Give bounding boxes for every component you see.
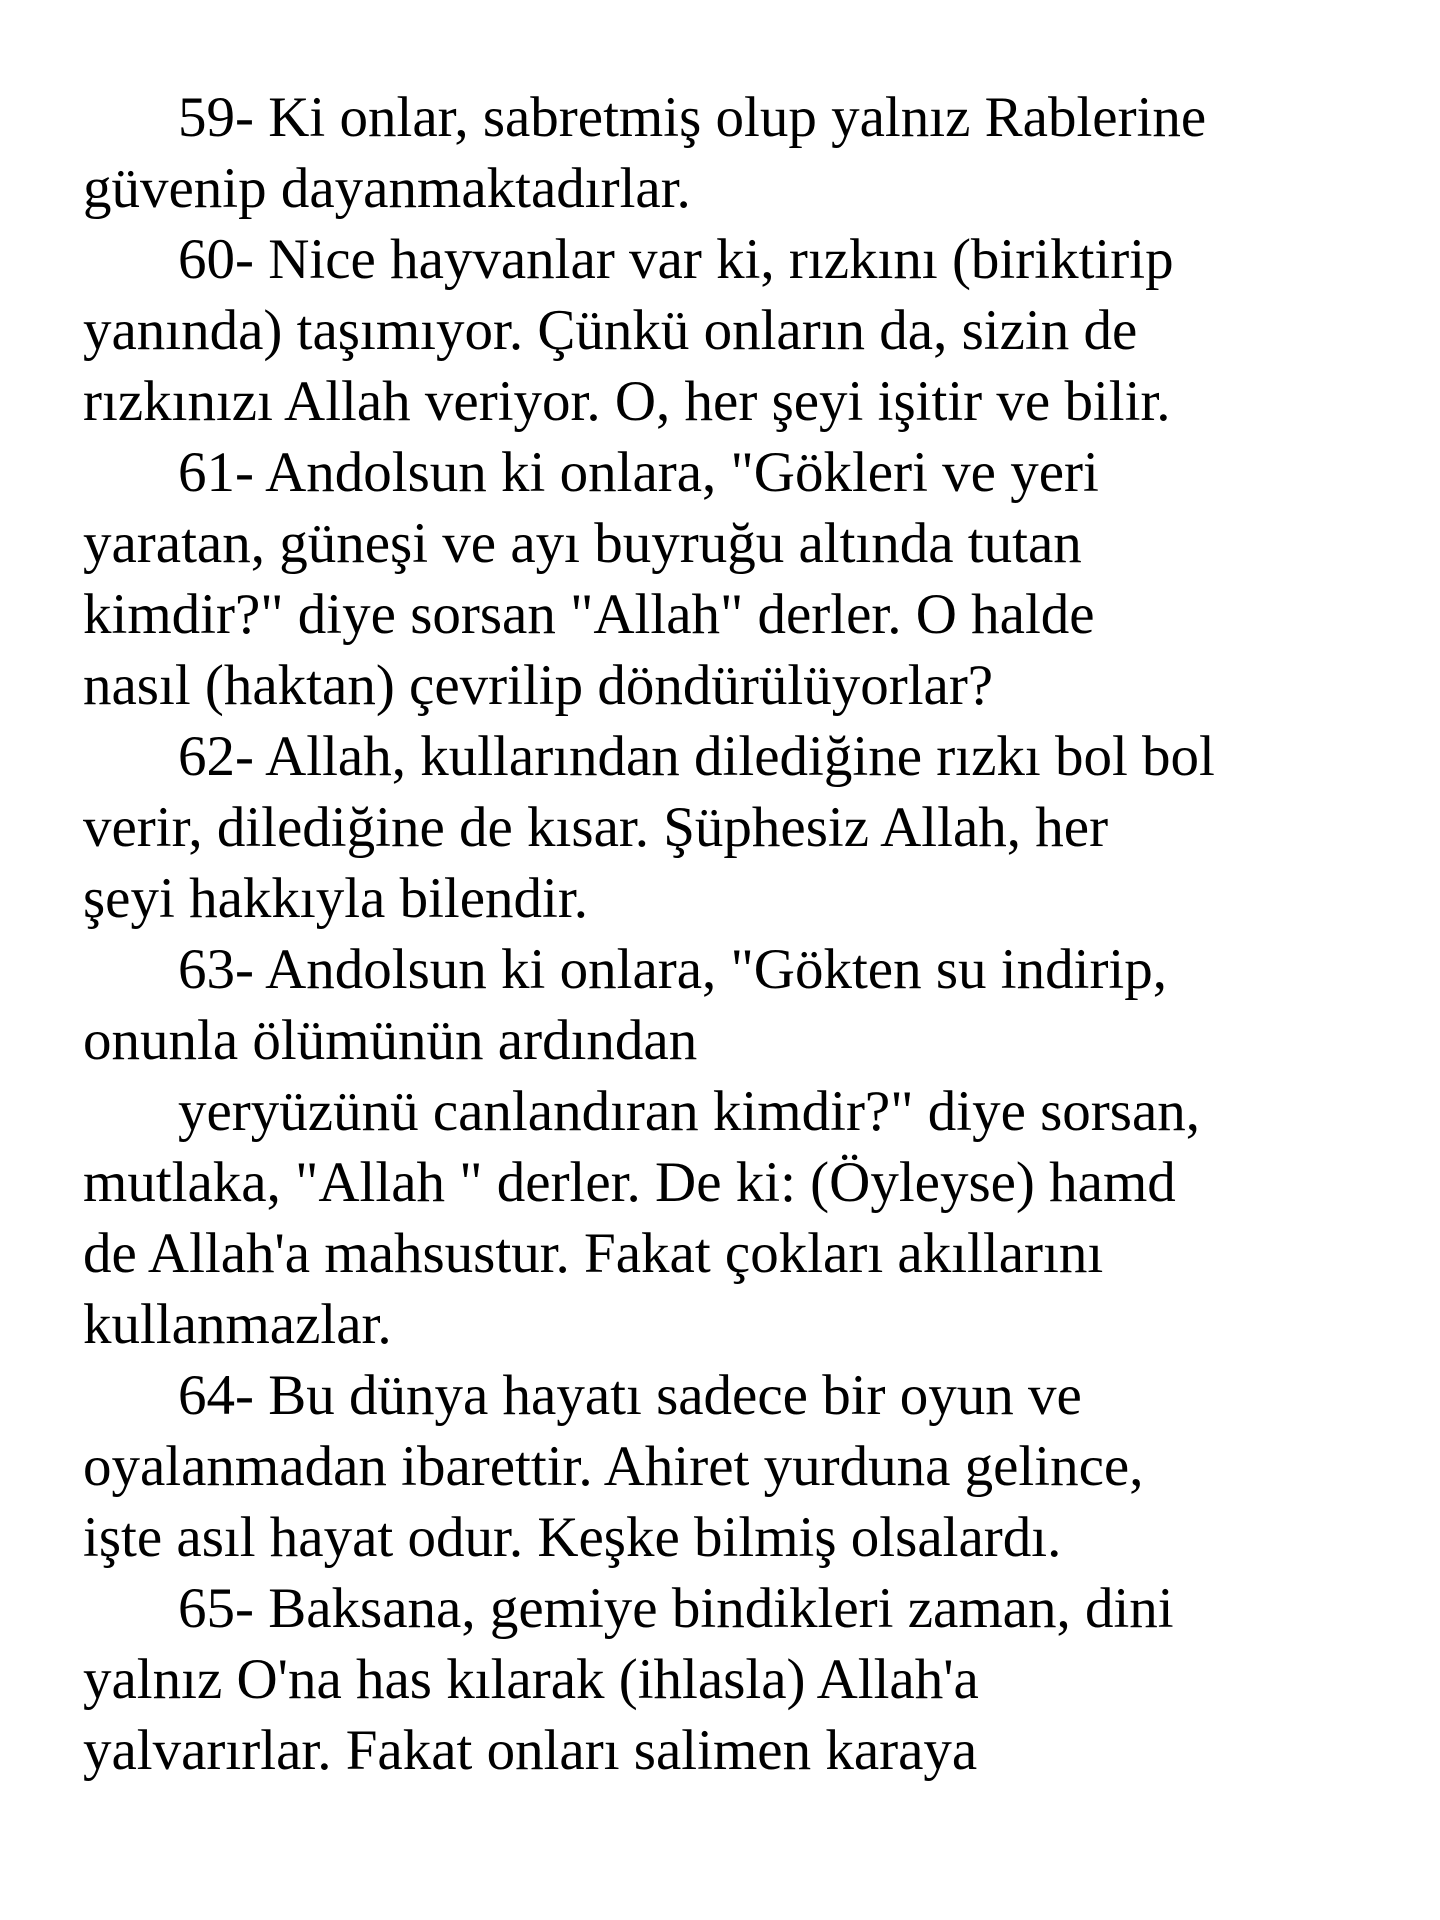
verse-61-line-2: yaratan, güneşi ve ayı buyruğu altında tutan [83, 512, 1082, 575]
verse-60-line-1: 60- Nice hayvanlar var ki, rızkını (biriktirip [178, 228, 1174, 291]
verse-59-line-1: 59- Ki onlar, sabretmiş olup yalnız Rablerine [178, 86, 1207, 149]
verse-62-line-2: verir, dilediğine de kısar. Şüphesiz Allah, her [83, 796, 1109, 859]
verse-61-line-3: kimdir?" diye sorsan "Allah" derler. O halde [83, 583, 1095, 646]
verse-64-line-2: oyalanmadan ibarettir. Ahiret yurduna gelince, [83, 1435, 1144, 1498]
verse-61-line-4: nasıl (haktan) çevrilip döndürülüyorlar? [83, 654, 994, 717]
verse-63-line-4: mutlaka, "Allah " derler. De ki: (Öyleyse) hamd [83, 1151, 1176, 1214]
verse-62-line-1: 62- Allah, kullarından dilediğine rızkı bol bol [178, 725, 1215, 788]
verse-63-line-2: onunla ölümünün ardından [83, 1009, 698, 1072]
verse-59-line-2: güvenip dayanmaktadırlar. [83, 157, 691, 220]
verse-60-line-3: rızkınızı Allah veriyor. O, her şeyi işitir ve bilir. [83, 370, 1171, 433]
verse-63-line-3: yeryüzünü canlandıran kimdir?" diye sorsan, [178, 1080, 1201, 1143]
verse-63-line-5: de Allah'a mahsustur. Fakat çokları akıllarını [83, 1222, 1104, 1285]
verse-63-line-6: kullanmazlar. [83, 1293, 392, 1356]
verse-62-line-3: şeyi hakkıyla bilendir. [83, 867, 588, 930]
document-page [83, 82, 1403, 1786]
verse-63-line-1: 63- Andolsun ki onlara, "Gökten su indirip, [178, 938, 1168, 1001]
verse-60-line-2: yanında) taşımıyor. Çünkü onların da, sizin de [83, 299, 1138, 362]
verse-65-line-3: yalvarırlar. Fakat onları salimen karaya [83, 1719, 978, 1782]
verse-65-line-2: yalnız O'na has kılarak (ihlasla) Allah'a [83, 1648, 979, 1711]
verse-61-line-1: 61- Andolsun ki onlara, "Gökleri ve yeri [178, 441, 1099, 504]
verse-64-line-1: 64- Bu dünya hayatı sadece bir oyun ve [178, 1364, 1082, 1427]
verse-64-line-3: işte asıl hayat odur. Keşke bilmiş olsalardı. [83, 1506, 1062, 1569]
verse-65-line-1: 65- Baksana, gemiye bindikleri zaman, dini [178, 1577, 1174, 1640]
